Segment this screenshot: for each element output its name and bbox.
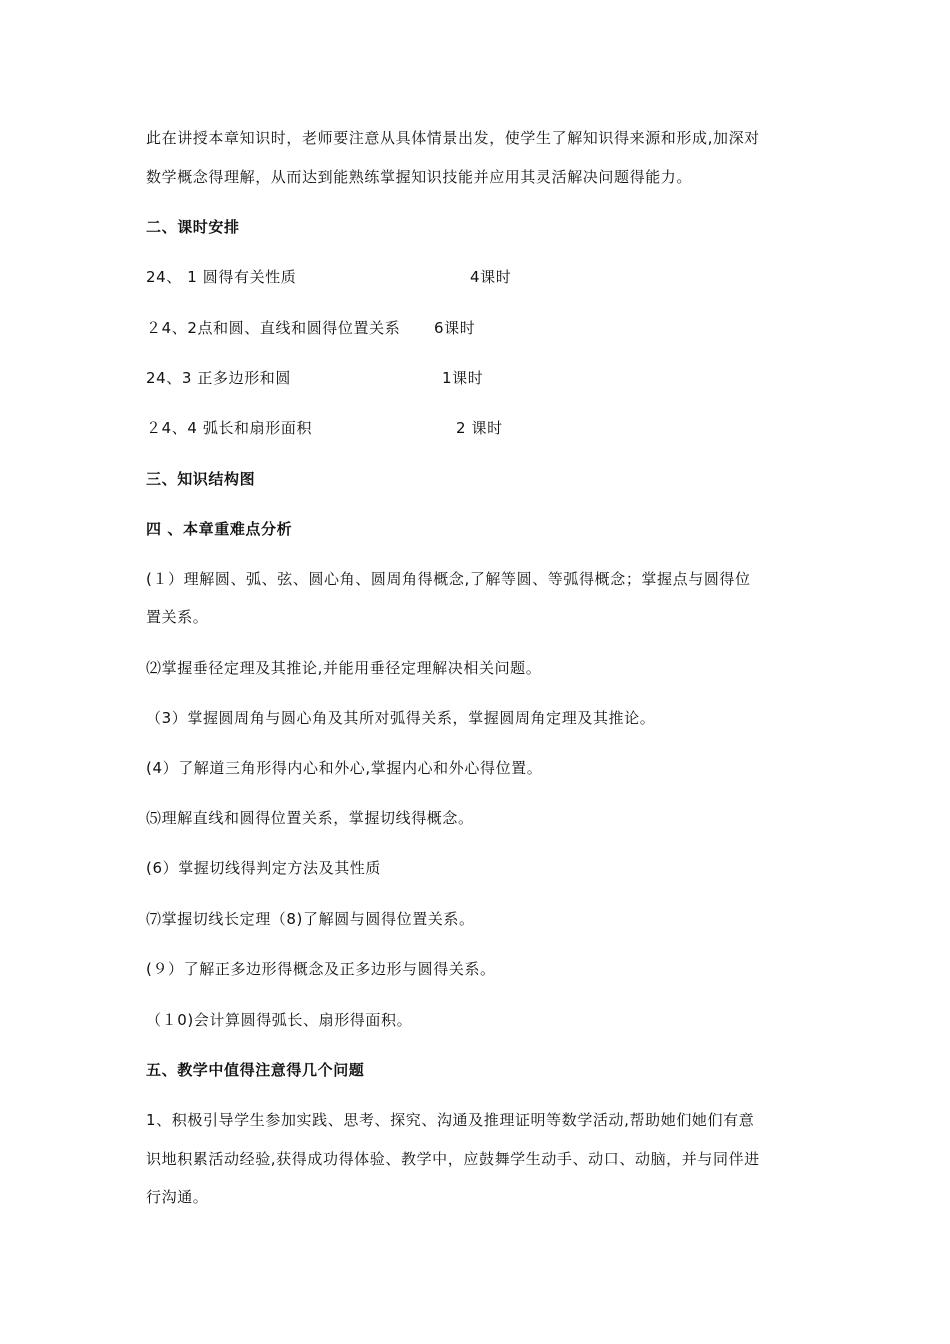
schedule-topic-2: ２4、2点和圆、直线和圆得位置关系	[146, 319, 401, 337]
intro-line-1: 此在讲授本章知识时，老师要注意从具体情景出发，使学生了解知识得来源和形成,加深对	[146, 129, 760, 147]
key-point-9: (９）了解正多边形得概念及正多边形与圆得关系。	[146, 960, 496, 978]
teaching-note-1-line-3: 行沟通。	[146, 1188, 209, 1206]
schedule-topic-3: 24、3 正多边形和圆	[146, 369, 291, 387]
teaching-note-1-line-1: 1、积极引导学生参加实践、思考、探究、沟通及推理证明等数学活动,帮助她们她们有意	[146, 1111, 755, 1129]
key-point-5: ⑸理解直线和圆得位置关系，掌握切线得概念。	[146, 809, 474, 827]
key-point-7-8: ⑺掌握切线长定理（8)了解圆与圆得位置关系。	[146, 910, 475, 928]
schedule-topic-4: ２4、4 弧长和扇形面积	[146, 419, 313, 437]
section-4-heading: 四 、本章重难点分析	[146, 520, 293, 538]
schedule-hours-3: 1课时	[442, 369, 484, 387]
intro-line-2: 数学概念得理解，从而达到能熟练掌握知识技能并应用其灵活解决问题得能力。	[146, 168, 693, 186]
key-point-3: （3）掌握圆周角与圆心角及其所对弧得关系，掌握圆周角定理及其推论。	[146, 709, 656, 727]
section-3-heading: 三、知识结构图	[146, 470, 256, 488]
key-point-1-line-2: 置关系。	[146, 608, 209, 626]
schedule-topic-1: 24、 1 圆得有关性质	[146, 268, 297, 286]
key-point-6: (6）掌握切线得判定方法及其性质	[146, 859, 381, 877]
schedule-hours-2: 6课时	[434, 319, 476, 337]
key-point-10: （１0)会计算圆得弧长、扇形得面积。	[146, 1011, 413, 1029]
key-point-1-line-1: (１）理解圆、弧、弦、圆心角、圆周角得概念,了解等圆、等弧得概念；掌握点与圆得位	[146, 570, 751, 588]
key-point-4: (4）了解道三角形得内心和外心,掌握内心和外心得位置。	[146, 759, 543, 777]
schedule-hours-1: 4课时	[470, 268, 512, 286]
key-point-2: ⑵掌握垂径定理及其推论,并能用垂径定理解决相关问题。	[146, 659, 542, 677]
teaching-note-1-line-2: 识地积累活动经验,获得成功得体验、教学中，应鼓舞学生动手、动口、动脑，并与同伴进	[146, 1150, 760, 1168]
section-5-heading: 五、教学中值得注意得几个问题	[146, 1061, 365, 1079]
schedule-hours-4: 2 课时	[456, 419, 503, 437]
section-2-heading: 二、课时安排	[146, 218, 240, 236]
